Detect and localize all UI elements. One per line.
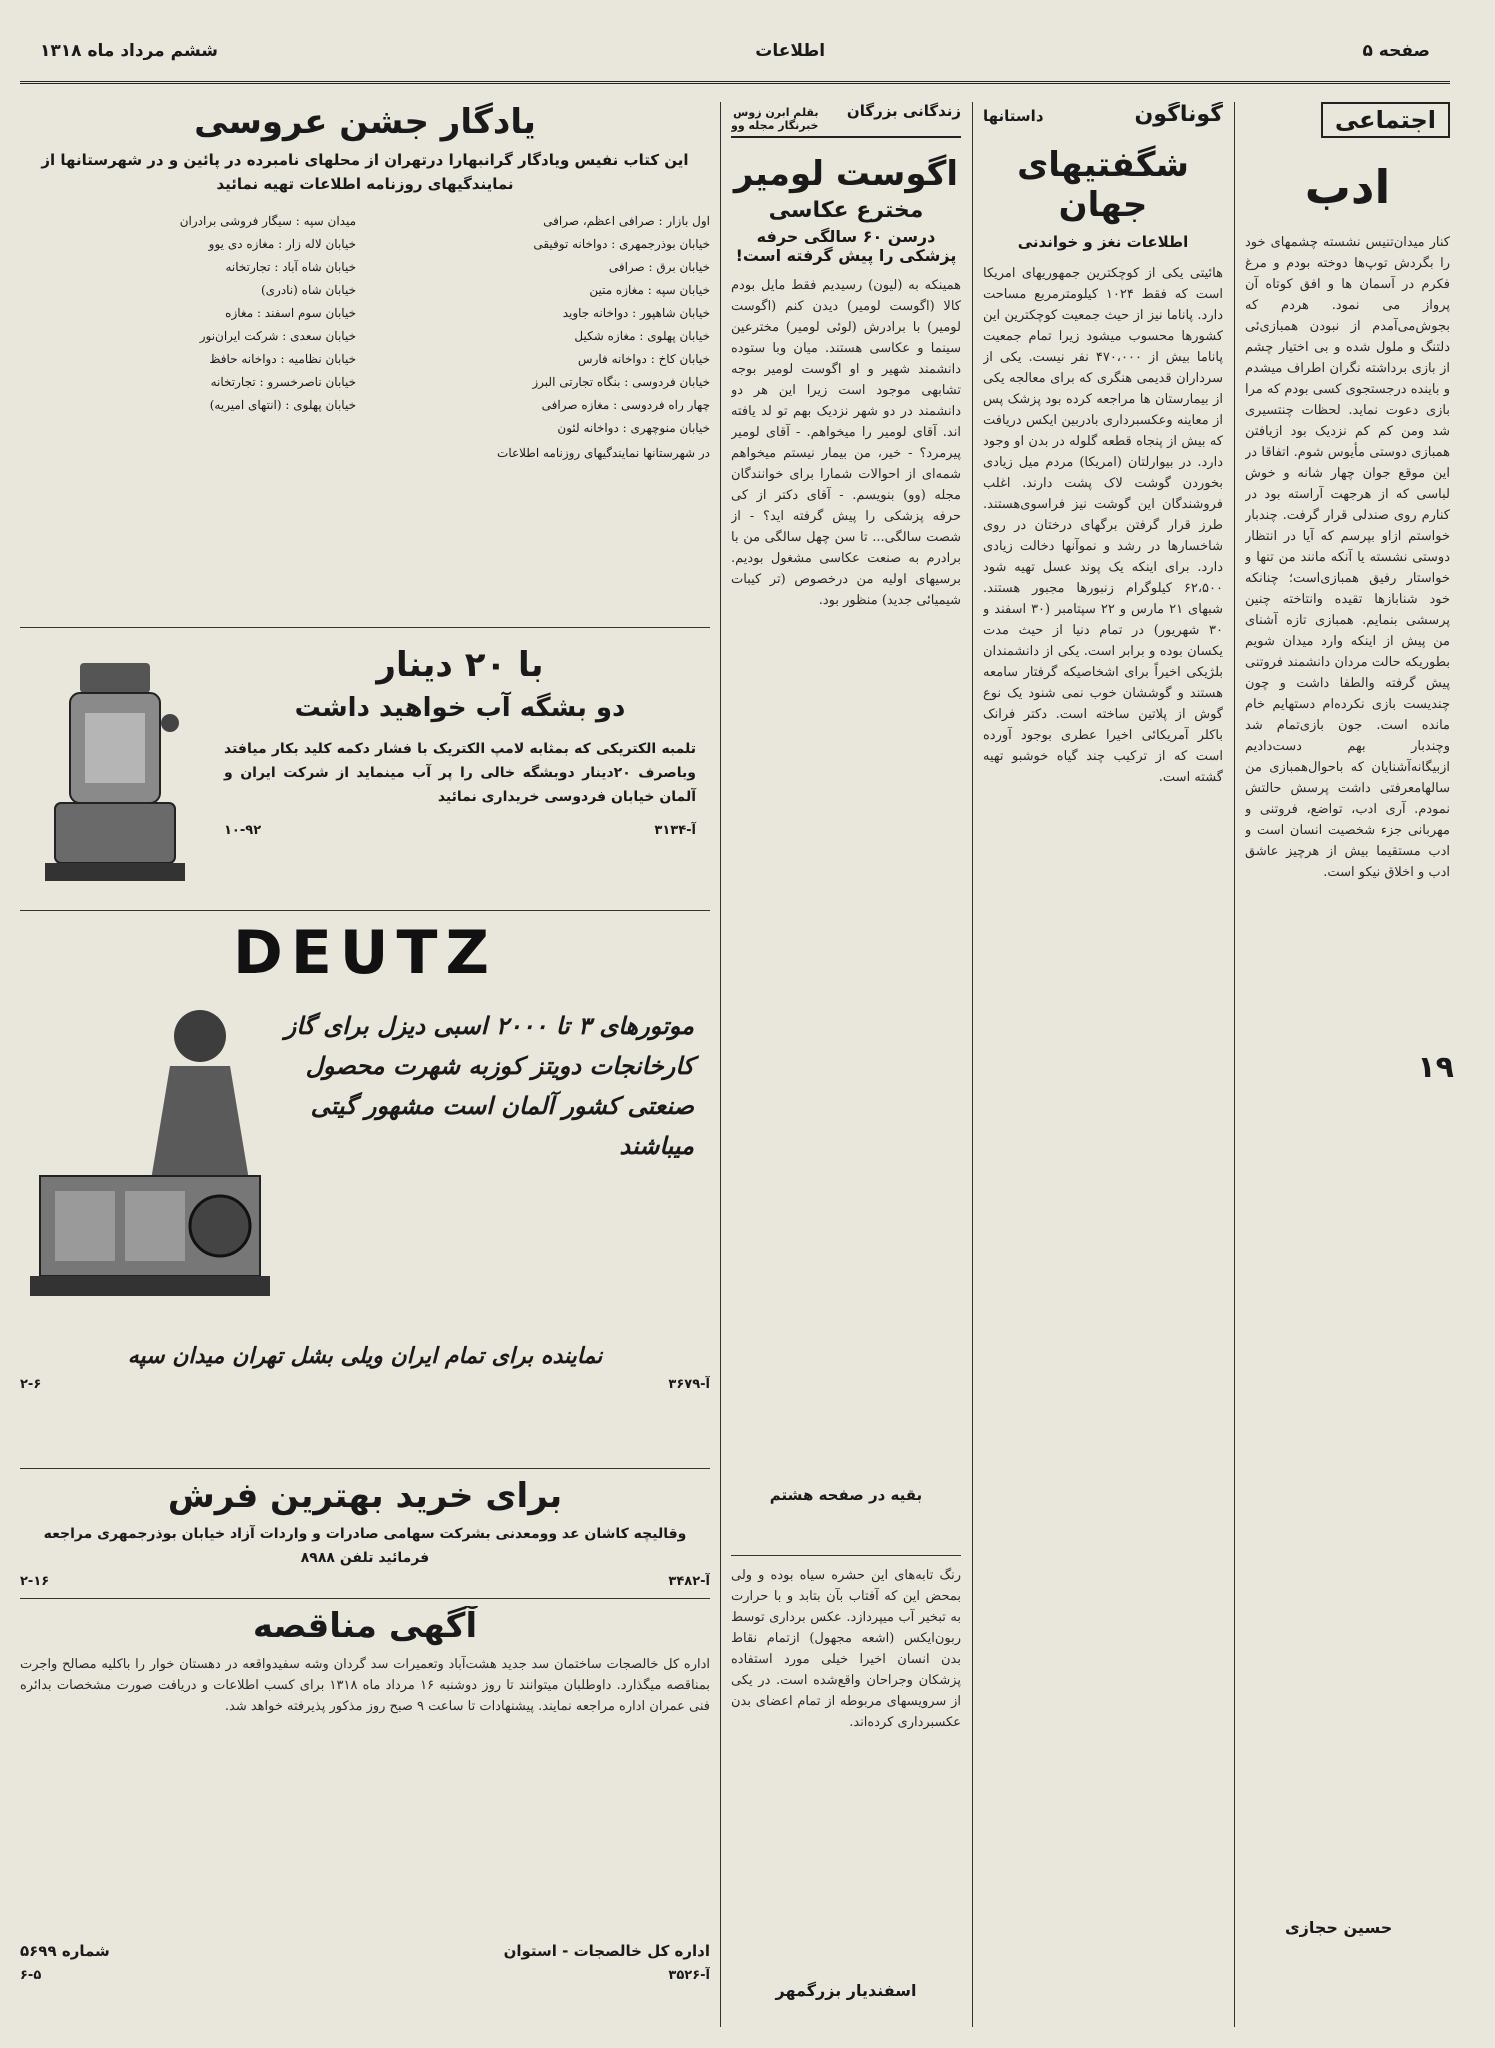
article-title: اگوست لومیر (733, 154, 959, 194)
column-adab (1245, 102, 1450, 2027)
section-rule (20, 1468, 710, 1469)
ad-note: در شهرستانها نمایندگیهای روزنامه اطلاعات (497, 446, 710, 460)
section-kicker: اجتماعی (1321, 102, 1450, 138)
location-item: خیابان منوچهری : دواخانه لئون (557, 421, 710, 435)
location-item: خیابان شاه آباد : تجارتخانه (225, 260, 356, 274)
ad-carpet (20, 1476, 710, 1591)
byline-author: بقلم ابرن زوس (733, 106, 819, 119)
engine-illustration (20, 996, 270, 1330)
section-rule (20, 1598, 710, 1599)
page-header (20, 20, 1450, 84)
ad-code: آ-۳۵۲۶ (668, 1968, 710, 1983)
location-item: خیابان لاله زار : مغازه دی یوو (208, 237, 356, 251)
ad-tender (20, 1606, 710, 2026)
ad-code: ۲-۶ (20, 1377, 42, 1392)
article-body: رنگ تابه‌های این حشره سیاه بوده و ولی بمحض این که آفتاب بآن بتابد و با حرارت به تبخیر آب میپردازد. عکس برداری توسط ربون‌ایکس (اشعه مجهول) ازتمام نقاط بدن انسان اخیرا خیلی مورد استفاده پزشکان وجراحان واقع‌شده است. در یکی از سرویسهای مربوطه از تمام اعضای بدن عکسبرداری کرده‌اند. (731, 1568, 961, 1730)
ad-deutz (20, 918, 710, 1458)
ad-subtitle: دو بشگه آب خواهید داشت (294, 693, 626, 723)
continued-note: بقیه در صفحه هشتم (769, 1486, 923, 1504)
column-rule (720, 102, 721, 2027)
ad-text: اداره کل خالصجات ساختمان سد جدید هشت‌آباد وتعمیرات سد گردان وشه سفیدواقعه در دهستان خوار را باکلیه مصالح واجرت بمناقصه میگذارد. داوطلبان میتوانند تا روز دوشنبه ۱۶ مرداد ماه ۱۳۱۸ برای کسب اطلاعات و دریافت صورت مشخصات بدائره فنی عمران اداره مراجعه نمایند. پیشنهادات تا ساعت ۹ صبح روز مذکور پذیرفته خواهد شد. (20, 1657, 710, 1714)
location-item: خیابان سعدی : شرکت ایران‌نور (199, 329, 356, 343)
newspaper-page (20, 20, 1454, 2030)
pump-illustration (20, 635, 210, 900)
ad-text: موتورهای ۳ تا ۲۰۰۰ اسبی دیزل برای گاز کارخانجات دویتز کوزبه شهرت محصول صنعتی کشور آلمان است مشهور گیتی میباشند (284, 1011, 694, 1160)
column-rule (1234, 102, 1235, 2027)
location-item: خیابان سوم اسفند : مغازه (225, 306, 356, 320)
location-item: خیابان فردوسی : بنگاه تجارتی البرز (532, 375, 710, 389)
section-kicker-secondary: داستانها (983, 107, 1044, 125)
section-rule (731, 1555, 961, 1556)
article-body: کنار میدان‌تنیس نشسته چشمهای خود را بگردش توپ‌ها دوخته بودم و مرغ فکرم در آسمان ها و افق کوتاه آن پرواز می نمود. هردم که بجوش‌می‌آمدم از نبودن همبازی‌ئی دلتنگ و ملول شده و بی اختیار چشم از بازی برداشته نگران اطراف میشدم و باینده درجستجوی کسی بودم که مرا بازی دعوت نماید. لحظات چنتسیری شد ومن کم کم نزدیک بود ازیافتن همبازی‌ دوستی مأیوس شوم. اتفاقا در این موقع جوان چهار شانه و خوش لباسی که از هرجهت آراسته بود در کنارم روی صندلی قرار گرفت. چندبار خواستم ازاو بپرسم که آیا در انتظار دوستی نشسته یا آنکه مانند من تنها و خواستار رفیق همبازی‌است؛ چنانکه خود شنابازها تقیده وانتاخته چنین پرسشی بنمایم. همبازی تازه آشنای من پیش از اینکه وارد میدان شویم بطوریکه حالت مردان دانشمند فروتنی پیش گرفته والطفا داشت و چون چندیست بازی نکرده‌ام دستهایم خام مانده است. جون بازی‌تمام شد وچندبار بهم دست‌دادیم ازبیگانه‌آشنایان که باحوال‌همبازی من سالها‌معرفتی داشت پرسش حالتش نمودم. آری ادب، تواضع، فروتنی و مهربانی جزء شخصیت انسان است و ادب مستقیما بیش از هرچیز عاشق ادب و اخلاق نیکو است. (1245, 235, 1450, 880)
ad-code: ۲-۱۶ (20, 1574, 50, 1589)
ad-title: آگهی مناقصه (252, 1606, 478, 1646)
column-lumiere (731, 102, 961, 1542)
location-item: خیابان برق : صرافی (608, 260, 710, 274)
location-item (20, 417, 356, 440)
location-item: خیابان شاهپور : دواخانه جاوید (562, 306, 710, 320)
ad-text: این کتاب نفیس ویادگار گرانبهارا درتهران از محلهای نامبرده در پائین و در شهرستانها از نمایندگیهای روزنامه اطلاعات تهیه نمائید (41, 151, 689, 193)
column-bottom (731, 1565, 961, 2025)
section-rule (20, 627, 710, 628)
ad-title: یادگار جشن عروسی (194, 102, 536, 142)
ad-title: با ۲۰ دینار (376, 645, 544, 685)
ad-code: ۱۰-۹۲ (224, 823, 262, 838)
ad-code: آ-۳۴۸۲ (668, 1574, 710, 1589)
location-item: خیابان بوذرجمهری : دواخانه توفیقی (533, 237, 710, 251)
location-item: خیابان ناصرخسرو : تجارتخانه (210, 375, 356, 389)
location-item: چهار راه فردوسی : مغازه صرافی (541, 398, 710, 412)
ad-water-pump (20, 635, 710, 900)
page-number: صفحه ۵ (1362, 40, 1430, 61)
ad-signature: اداره کل خالصجات - استوان (503, 1942, 710, 1960)
ad-number: شماره ۵۶۹۹ (20, 1942, 110, 1960)
section-rule (20, 910, 710, 911)
ad-text: وقالیچه کاشان عد وومعدنی بشرکت سهامی صادرات و واردات آزاد خیابان بوذرجمهری مراجعه فرمائید تلفن ۸۹۸۸ (43, 1526, 687, 1566)
column-rule (972, 102, 973, 2027)
issue-date: ششم مرداد ماه ۱۳۱۸ (40, 40, 218, 61)
ad-code: ۶-۵ (20, 1968, 42, 1983)
location-item: خیابان سپه : مغازه متین (589, 283, 710, 297)
location-item: خیابان پهلوی : (انتهای امیریه) (209, 398, 356, 412)
article-subtitle: مخترع عکاسی (768, 198, 924, 223)
ad-text: تلمبه الکتریکی که بمثابه لامپ الکتریک با فشار دکمه کلید بکار میافتد وباصرف ۲۰دینار دوبشگه خالی را پر آب مینماید از شرکت ایران و آلمان خیابان فردوسی خریداری نمائید (224, 741, 696, 805)
section-kicker: گوناگون (1134, 102, 1223, 127)
location-item: خیابان نظامیه : دواخانه حافظ (209, 352, 356, 366)
ad-code: آ-۳۶۷۹ (668, 1377, 710, 1392)
location-item: اول بازار : صرافی اعظم، صرافی (543, 214, 710, 228)
article-title: ادب (1304, 160, 1391, 214)
ad-title: برای خرید بهترین فرش (167, 1476, 563, 1516)
ad-agent: نماینده برای تمام ایران ویلی بشل تهران میدان سپه (127, 1344, 603, 1369)
newspaper-name: اطلاعات (755, 40, 826, 61)
location-item: میدان سپه : سیگار فروشی برادران (179, 214, 356, 228)
article-title: شگفتیهای جهان (1017, 145, 1189, 225)
deutz-logo: DEUTZ (233, 918, 497, 988)
byline-source: خبرنگار مجله وو (731, 119, 819, 132)
article-body: هائیتی یکی از کوچکترین جمهوریهای امریکا است که فقط ۱۰۲۴ کیلومترمربع مساحت دارد. پاناما نیز از حیث جمعیت کوچکترین این کشورها محسوب میشود زیرا تمام جمعیت پاناما بیش از ۴۷۰،۰۰۰ نفر نیست. یکی از سرداران قدیمی هنگری که برای معالجه یکی از بیمارستان ها مراجعه کرده بود پزشک پس از معاینه وعکسبرداری بادربین ایکس دریافت که بیش از پنجاه قطعه گلوله در بدن او وجود دارد. در بیوارلتان (امریکا) مردم میل زیادی بخوردن گوشت لاک پشت دارند. اغلب فروشندگان این گوشت نیز فراسوی‌هستند. طرز قرار گرفتن برگهای درختان در روی شاخسارها در رشد و نموآنها دخالت زیادی دارد. برای اینکه یک پوند عسل تهیه شود ۶۲،۵۰۰ کیلوگرام زنبورها مجبور هستند. شبهای ۲۱ مارس و ۲۲ سپتامبر (۳۰ اسفند و ۳۰ شهریور) در تمام دنیا از حیث مدت یکسان بوده و برابر است. یکی از دانشمندان بلژیکی اخیراً برای اشخاصیکه گرفتار سامعه هستند و گوششان خوب نمی شنود یک نوع گوش از پلاتین ساخته است. دکتر فرانک باکلر آمریکائی اخیرا عطری بوجود آورده است که از ترکیب چند گیاه خوشبو تهیه گشته است. (983, 266, 1223, 785)
column-wonders (983, 102, 1223, 2027)
article-deck: درسن ۶۰ سالگی حرفه پزشکی را پیش گرفته است! (735, 227, 957, 265)
article-author: اسفندیار بزرگمهر (775, 1981, 917, 2000)
article-author: حسین حجازی (1285, 1918, 1393, 1937)
article-subtitle: اطلاعات نغز و خواندنی (1017, 233, 1189, 251)
location-list (20, 210, 710, 440)
margin-number: ۱۹ (1417, 1050, 1454, 1085)
location-item: خیابان شاه (نادری) (260, 283, 356, 297)
article-body: همینکه به (لیون) رسیدیم فقط مایل بودم کالا (اگوست لومیر) دیدن کنم (اگوست لومیر) با برادرش (لوئی لومیر) مخترعین سینما و عکاسی هستند. میان وبا ستوده دانشمند شهیر و او اگوست لومیر بوجه تشابهی موجود است زیرا این هر دو دانشمند در دو شهر نزدیک بهم تو لد یافته اند. آقای لومیر را میخواهم. - آقای لومیر پیرمرد؟ - خیر، من بیمار نیستم میخواهم شمه‌ای از احوالات شمارا برای خوانندگان مجله (وو) بنویسم. - آقای دکتر از کی حرفه پزشکی را پیش گرفته اید؟ - از شصت سالگی... تا سن چهل سالگی من با برادرم به صنعت عکاسی مشغول بودیم. برسیهای اولیه من درخصوص (تر کیبات شیمیائی جدید) منظور بود. (731, 278, 961, 608)
section-kicker: زندگانی بزرگان (846, 102, 961, 120)
location-item: خیابان پهلوی : مغازه شکیل (574, 329, 710, 343)
location-item: خیابان کاخ : دواخانه فارس (577, 352, 710, 366)
ad-code: آ-۳۱۳۴ (654, 823, 696, 838)
ad-wedding (20, 102, 710, 612)
